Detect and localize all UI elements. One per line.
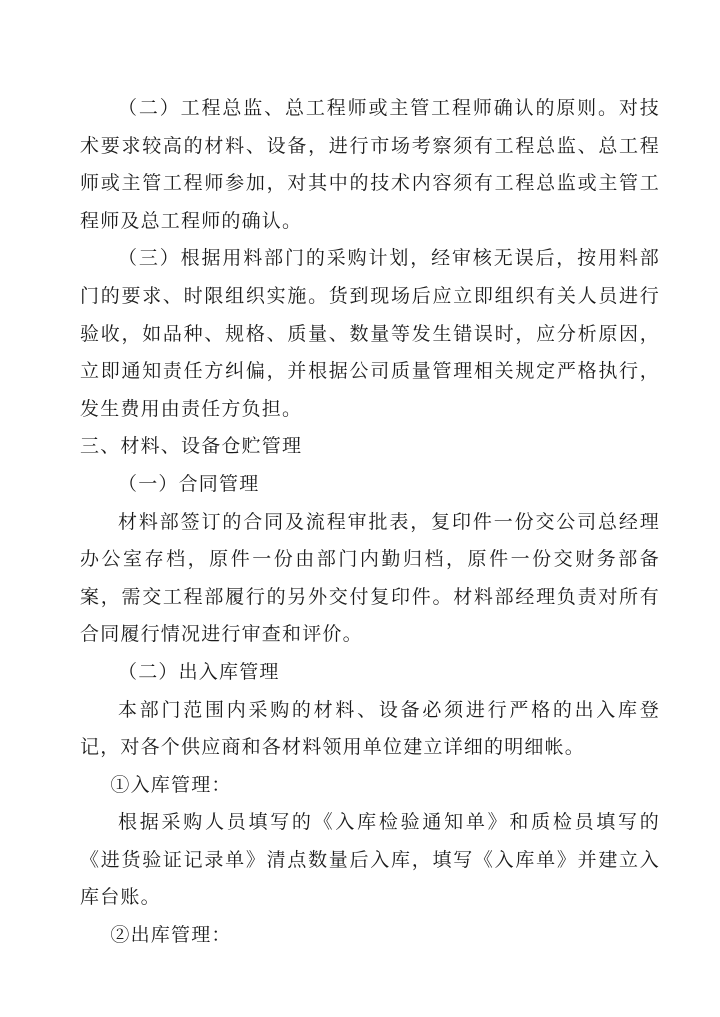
paragraph-engineering-confirmation: （二）工程总监、总工程师或主管工程师确认的原则。对技术要求较高的材料、设备，进行市场考察须有工程总监、总工程师或主管工程师参加，对其中的技术内容须有工程总监或主管工程师及总工程师的确认。 <box>80 97 660 232</box>
section-heading-storage-management: 三、材料、设备仓贮管理 <box>80 435 303 458</box>
paragraph-inbound-procedure: 根据采购人员填写的《入库检验通知单》和质检员填写的《进货验证记录单》清点数量后入库，填写《入库单》并建立入库台账。 <box>80 811 660 909</box>
subheading-contract-management: （一）合同管理 <box>118 472 260 495</box>
document-page <box>80 90 660 955</box>
paragraph-procurement-plan: （三）根据用料部门的采购计划，经审核无误后，按用料部门的要求、时限组织实施。货到现场后应立即组织有关人员进行验收，如品种、规格、质量、数量等发生错误时，应分析原因，立即通知责任方纠偏，并根据公司质量管理相关规定严格执行，发生费用由责任方负担。 <box>80 247 660 420</box>
subheading-inbound-management: ①入库管理： <box>110 773 232 796</box>
subheading-inbound-outbound-management: （二）出入库管理 <box>118 660 280 683</box>
paragraph-contract-archiving: 材料部签订的合同及流程审批表，复印件一份交公司总经理办公室存档，原件一份由部门内勤归档，原件一份交财务部备案，需交工程部履行的另外交付复印件。材料部经理负责对所有合同履行情况进行审查和评价。 <box>80 510 660 646</box>
paragraph-registration-requirement: 本部门范围内采购的材料、设备必须进行严格的出入库登记，对各个供应商和各材料领用单位建立详细的明细帐。 <box>80 698 660 759</box>
subheading-outbound-management: ②出库管理： <box>110 924 232 947</box>
